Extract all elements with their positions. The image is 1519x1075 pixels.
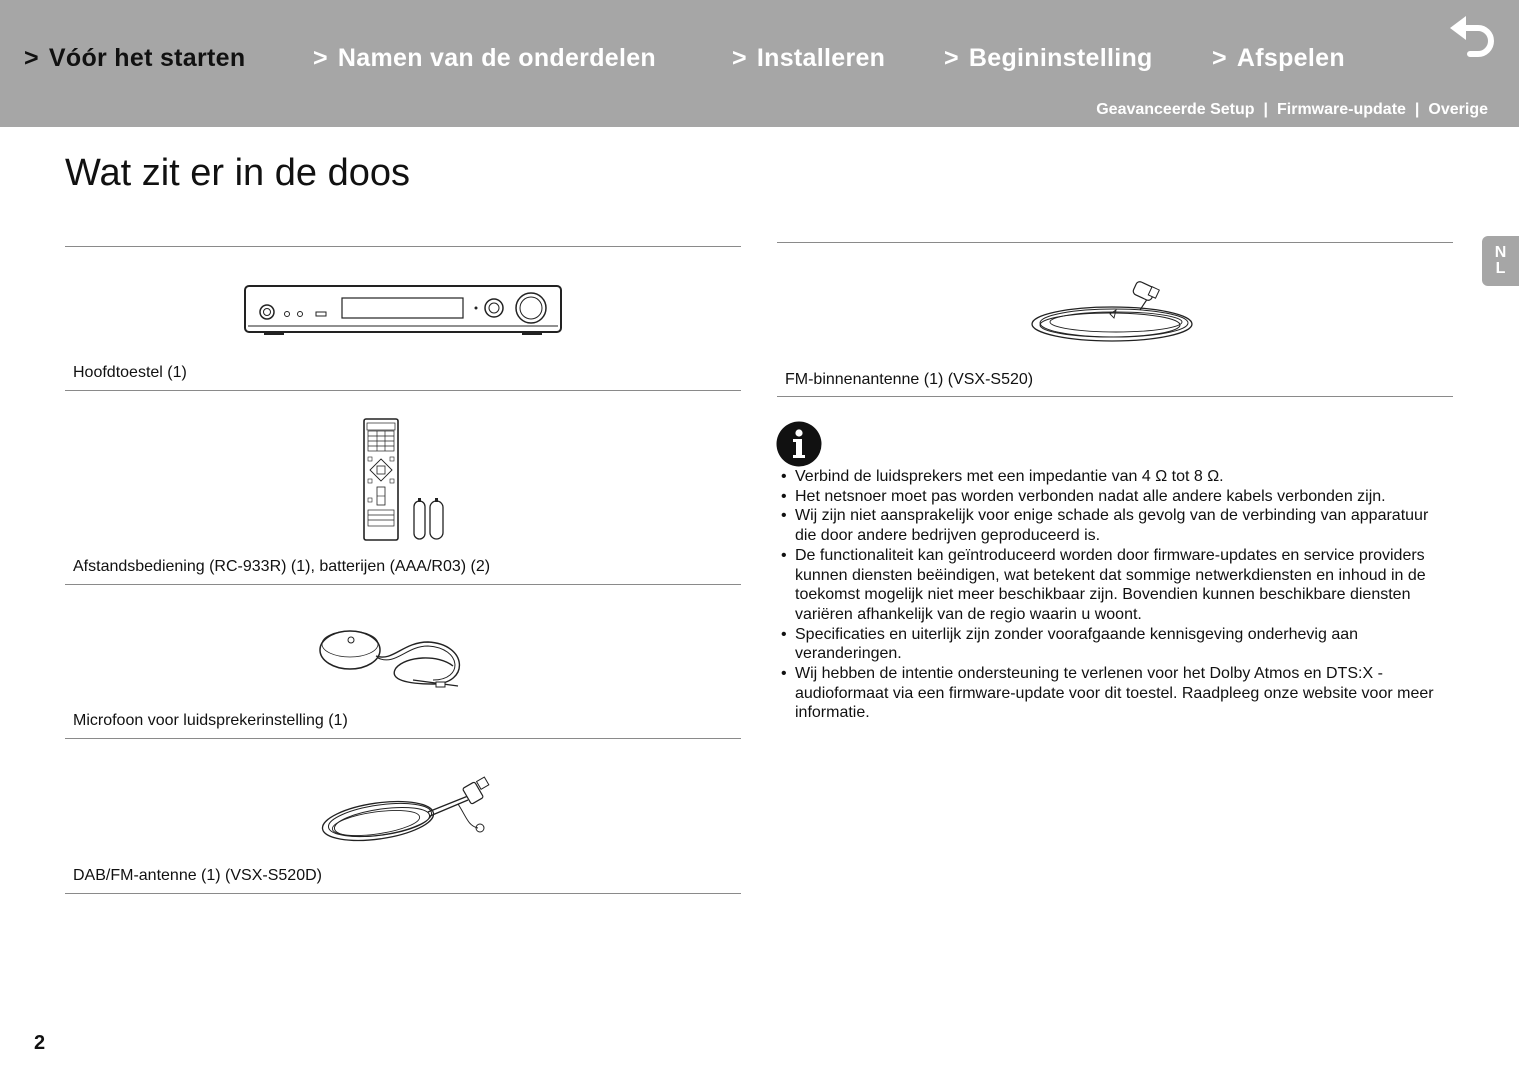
sub-navigation xyxy=(1096,101,1488,119)
nav-label: Afspelen xyxy=(1236,44,1345,72)
note-item: • Wij hebben de intentie ondersteuning te verlenen voor het Dolby Atmos en DTS:X - audioformaat via een firmware-update voor dit toestel. Raadpleeg onze website voor meer informatie. xyxy=(781,664,1453,723)
nav-label: Vóór het starten xyxy=(48,44,246,72)
divider xyxy=(777,242,1453,243)
header-bar xyxy=(0,0,1519,127)
subnav-geavanceerde-setup[interactable]: Geavanceerde Setup xyxy=(1096,101,1255,118)
nav-namen-van-de-onderdelen[interactable] xyxy=(313,44,656,73)
nav-installeren[interactable] xyxy=(732,44,885,73)
nav-arrow: > xyxy=(1212,44,1227,72)
nav-arrow: > xyxy=(313,44,328,72)
item-caption: FM-binnenantenne (1) (VSX-S520) xyxy=(785,371,1034,388)
note-item: • Specificaties en uiterlijk zijn zonder voorafgaande kennisgeving onderhevig aan veranderingen. xyxy=(781,625,1453,664)
subnav-firmware-update[interactable]: Firmware-update xyxy=(1277,101,1406,118)
divider xyxy=(65,584,741,585)
language-tab[interactable] xyxy=(1482,236,1519,286)
nav-label: Begininstelling xyxy=(968,44,1153,72)
item-caption: Microfoon voor luidsprekerinstelling (1) xyxy=(73,712,348,729)
nav-label: Installeren xyxy=(756,44,886,72)
info-icon xyxy=(776,421,822,467)
subnav-separator: | xyxy=(1263,101,1268,118)
language-tab-label: N L xyxy=(1494,244,1507,277)
divider xyxy=(65,390,741,391)
note-item: • Wij zijn niet aansprakelijk voor enige schade als gevolg van de verbinding van apparatuur die door andere bedrijven geproduceerd is. xyxy=(781,506,1453,545)
nav-arrow: > xyxy=(944,44,959,72)
fm-indoor-antenna-illustration xyxy=(1030,280,1200,346)
nav-arrow: > xyxy=(732,44,747,72)
nav-afspelen[interactable] xyxy=(1212,44,1345,73)
subnav-separator: | xyxy=(1414,101,1420,118)
nav-label: Namen van de onderdelen xyxy=(337,44,656,72)
divider xyxy=(65,246,741,247)
remote-control-illustration xyxy=(362,417,448,543)
return-arrow-icon[interactable] xyxy=(1448,14,1500,58)
item-caption: DAB/FM-antenne (1) (VSX-S520D) xyxy=(73,867,322,884)
nav-arrow: > xyxy=(24,44,39,72)
divider xyxy=(777,396,1453,397)
divider xyxy=(65,893,741,894)
note-item: • Verbind de luidsprekers met een impedantie van 4 Ω tot 8 Ω. xyxy=(781,467,1453,487)
page-number: 2 xyxy=(34,1032,46,1054)
microphone-illustration xyxy=(318,622,466,692)
divider xyxy=(65,738,741,739)
item-caption: Afstandsbediening (RC-933R) (1), batterijen (AAA/R03) (2) xyxy=(73,558,491,575)
nav-begininstelling[interactable] xyxy=(944,44,1153,73)
receiver-unit-illustration xyxy=(244,284,562,336)
note-item: • Het netsnoer moet pas worden verbonden nadat alle andere kabels verbonden zijn. xyxy=(781,487,1453,507)
page-title: Wat zit er in de doos xyxy=(65,152,410,194)
item-caption: Hoofdtoestel (1) xyxy=(73,364,187,381)
nav-voor-het-starten[interactable] xyxy=(24,44,245,73)
subnav-overige[interactable]: Overige xyxy=(1428,101,1488,118)
note-item: • De functionaliteit kan geïntroduceerd worden door firmware-updates en service providers kunnen diensten beëindigen, wat betekent dat sommige netwerkdiensten en inhoud in de toekomst mogelijk niet meer beschikbaar zijn. Bovendien kunnen beschikbare diensten variëren afhankelijk van de regio waarin u woont. xyxy=(781,546,1453,625)
dab-fm-antenna-illustration xyxy=(318,776,494,846)
notes-list xyxy=(781,467,1453,723)
